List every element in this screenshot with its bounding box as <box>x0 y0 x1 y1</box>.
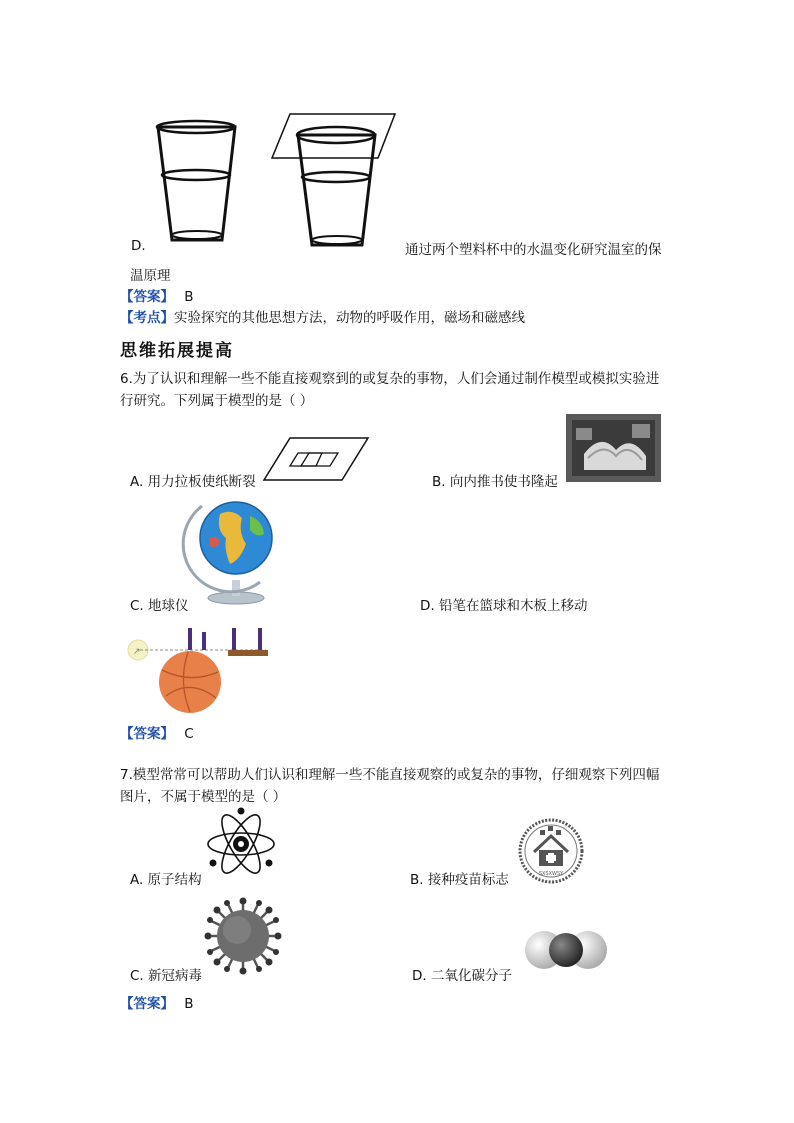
co2-molecule-icon <box>524 928 608 972</box>
q5-answer <box>120 285 194 305</box>
q6-option-b: B. 向内推书使书隆起 <box>432 474 558 490</box>
q5-option-d-label: D. <box>131 238 146 254</box>
q5-option-d-text-cont: 温原理 <box>130 268 171 284</box>
q7-option-c: C. 新冠病毒 <box>130 968 203 984</box>
answer-value: C <box>184 726 194 742</box>
coronavirus-icon <box>205 898 281 974</box>
q6-option-d: D. 铅笔在篮球和木板上移动 <box>420 598 588 614</box>
globe-illustration <box>190 494 282 606</box>
q7-stem-line2: 图片，不属于模型的是（ ） <box>120 789 287 805</box>
q5-option-d-text: 通过两个塑料杯中的水温变化研究温室的保 <box>405 242 662 258</box>
point-text: 实验探究的其他思想方法，动物的呼吸作用，磁场和磁感线 <box>174 310 525 326</box>
vaccination-logo-icon <box>518 818 584 884</box>
q6-option-c: C. 地球仪 <box>130 598 189 614</box>
answer-value: B <box>184 289 194 305</box>
answer-tag: 【答案】 <box>120 996 174 1012</box>
q7-option-d: D. 二氧化碳分子 <box>412 968 512 984</box>
svg-text:↗: ↗ <box>133 647 141 657</box>
q6-stem-line1: 6.为了认识和理解一些不能直接观察到的或复杂的事物，人们会通过制作模型或模拟实验进 <box>120 371 660 387</box>
two-cups-illustration <box>150 110 410 260</box>
atom-icon <box>207 805 275 883</box>
answer-tag: 【答案】 <box>120 726 174 742</box>
point-tag: 【考点】 <box>120 310 174 326</box>
q6-option-a: A. 用力拉板使纸断裂 <box>130 474 256 490</box>
q7-option-b: B. 接种疫苗标志 <box>410 872 509 888</box>
section-heading: 思维拓展提高 <box>120 341 234 361</box>
answer-value: B <box>184 996 194 1012</box>
basketball-pencil-diagram <box>126 626 276 718</box>
q5-knowledge-point <box>120 306 525 326</box>
answer-tag: 【答案】 <box>120 289 174 305</box>
logo-text: SXSXWSY <box>538 871 564 877</box>
books-photo <box>566 414 661 482</box>
q6-stem-line2: 行研究。下列属于模型的是（ ） <box>120 393 314 409</box>
q7-stem-line1: 7.模型常常可以帮助人们认识和理解一些不能直接观察的或复杂的事物，仔细观察下列四幅 <box>120 767 660 783</box>
q6-answer <box>120 722 194 742</box>
q7-option-a: A. 原子结构 <box>130 872 202 888</box>
q7-answer <box>120 992 194 1012</box>
paper-board-diagram <box>262 436 370 484</box>
